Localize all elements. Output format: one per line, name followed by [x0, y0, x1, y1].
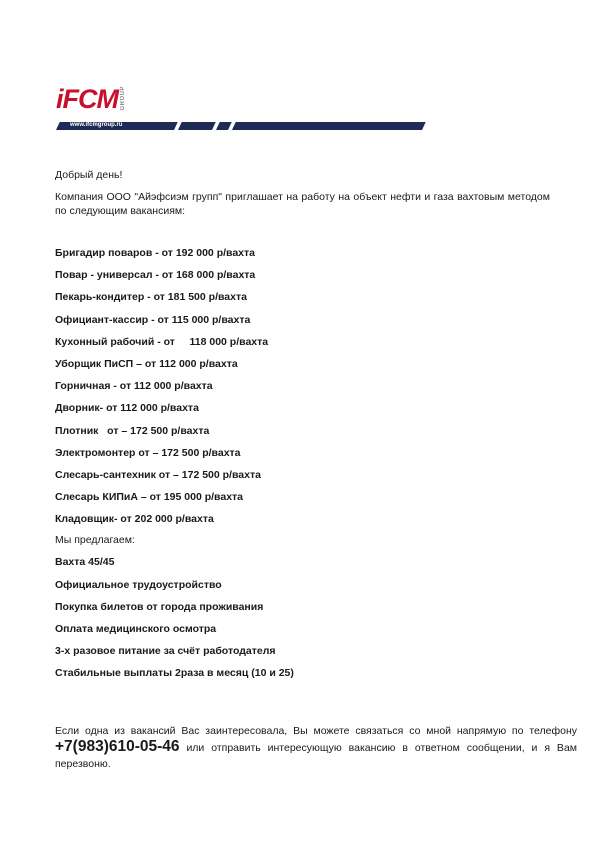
contact-text-before: Если одна из вакансий Вас заинтересовала, Вы можете связаться со мной напрямую по телефону	[55, 724, 577, 737]
logo-letter-i: i	[56, 84, 63, 114]
greeting: Добрый день!	[55, 169, 123, 181]
header-stripe-segment	[216, 122, 232, 130]
vacancy-item: Бригадир поваров - от 192 000 р/вахта	[55, 247, 255, 259]
letter-body	[55, 168, 550, 689]
vacancy-item: Повар - универсал - от 168 000 р/вахта	[55, 269, 256, 282]
vacancy-item: Кладовщик- от 202 000 р/вахта	[55, 513, 214, 526]
vacancy-item: Пекарь-кондитер - от 181 500 р/вахта	[55, 291, 247, 304]
vacancy-item: Кухонный рабочий - от 118 000 р/вахта	[55, 335, 269, 348]
vacancy-item: Горничная - от 112 000 р/вахта	[55, 380, 213, 393]
header-stripe	[56, 119, 428, 133]
vacancy-item: Электромонтер от – 172 500 р/вахта	[55, 446, 241, 459]
offer-heading: Мы предлагаем:	[55, 534, 135, 547]
vacancy-item: Официант-кассир - от 115 000 р/вахта	[55, 313, 251, 326]
website-url: www.ifcmgroup.ru	[70, 122, 123, 128]
offer-item: Покупка билетов от города проживания	[55, 600, 264, 613]
contact-text-after: или отправить интересующую вакансию в ответном сообщении, и я Вам перезвоню.	[55, 741, 577, 770]
header-stripe-segment	[232, 122, 426, 130]
logo-wordmark: FCM	[62, 84, 118, 114]
offer-item: Вахта 45/45	[55, 556, 115, 569]
header-stripe-segment	[178, 122, 216, 130]
vacancy-item: Плотник от – 172 500 р/вахта	[55, 424, 210, 437]
offer-item: Стабильные выплаты 2раза в месяц (10 и 25)	[55, 667, 294, 680]
offer-item: 3-х разовое питание за счёт работодателя	[55, 645, 276, 658]
company-logo	[56, 84, 126, 114]
intro-paragraph: Компания ООО "Айэфсиэм групп" приглашает на работу на объект нефти и газа вахтовым методом по следующим вакансиям:	[55, 191, 550, 217]
vacancy-item: Слесарь КИПиА – от 195 000 р/вахта	[55, 491, 244, 504]
vacancy-item: Слесарь-сантехник от – 172 500 р/вахта	[55, 468, 261, 481]
logo-group-label: GROUP	[120, 86, 126, 111]
vacancy-list	[55, 246, 550, 526]
offer-item: Официальное трудоустройство	[55, 578, 222, 591]
phone-number[interactable]: +7(983)610-05-46	[55, 737, 180, 755]
vacancy-item: Дворник- от 112 000 р/вахта	[55, 402, 199, 415]
offer-item: Оплата медицинского осмотра	[55, 623, 217, 635]
contact-paragraph	[55, 723, 577, 772]
vacancy-item: Уборщик ПиСП – от 112 000 р/вахта	[55, 357, 238, 370]
offer-list	[55, 555, 550, 680]
